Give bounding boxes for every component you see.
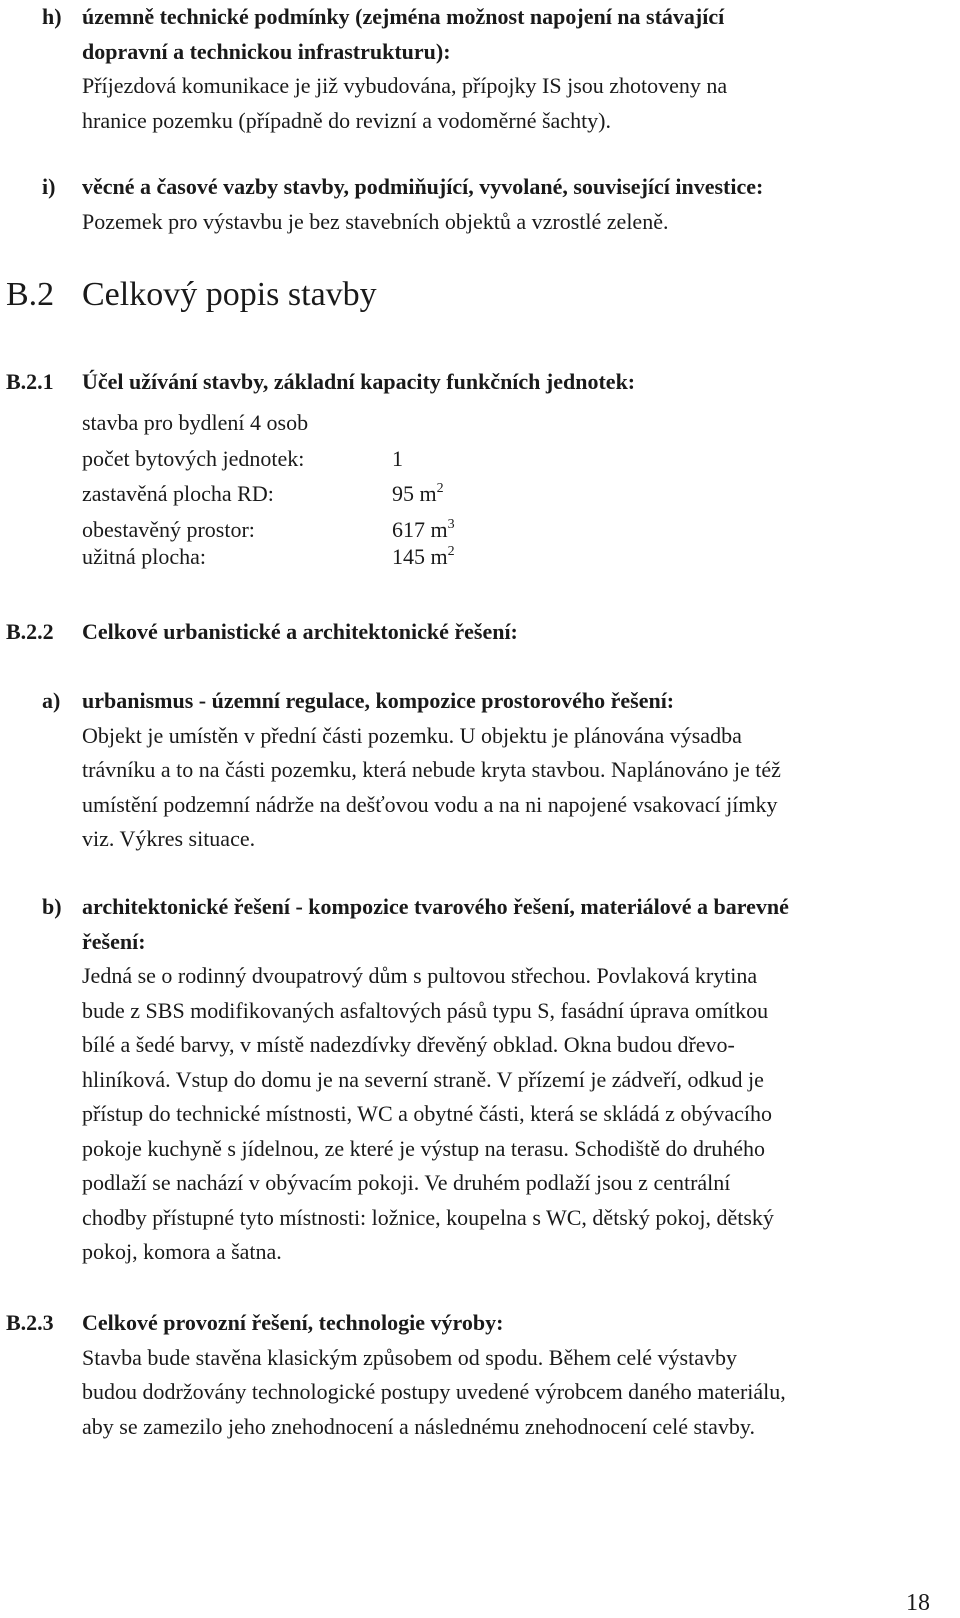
capacity-key: počet bytových jednotek: <box>82 445 305 471</box>
capacity-unit: m <box>430 544 448 569</box>
paragraph-line: trávníku a to na části pozemku, která nebude kryta stavbou. Naplánováno je též <box>82 757 781 782</box>
capacity-exponent: 2 <box>436 481 444 496</box>
paragraph-line: viz. Výkres situace. <box>82 826 256 851</box>
capacity-row <box>82 477 930 512</box>
section-heading-line: územně technické podmínky (zejména možnost napojení na stávající <box>82 4 725 29</box>
paragraph-line: Stavba bude stavěna klasickým způsobem od spodu. Během celé výstavby <box>82 1344 737 1370</box>
section-heading: Účel užívání stavby, základní kapacity funkčních jednotek: <box>82 369 636 394</box>
section-heading: Celkové provozní řešení, technologie výroby: <box>82 1310 504 1335</box>
paragraph-line: bílé a šedé barvy, v místě nadezdívky dřevěný obklad. Okna budou dřevo- <box>82 1032 735 1057</box>
page-number: 18 <box>906 1590 930 1616</box>
paragraph-line: přístup do technické místnosti, WC a obytné části, která se skládá z obývacího <box>82 1101 772 1126</box>
capacity-key: užitná plocha: <box>82 544 207 569</box>
paragraph-line: bude z SBS modifikovaných asfaltových pásů typu S, fasádní úprava omítkou <box>82 997 769 1023</box>
section-heading-line: architektonické řešení - kompozice tvarového řešení, materiálové a barevné <box>82 894 789 919</box>
chapter-number: B.2 <box>6 276 55 313</box>
capacity-value: 95 <box>392 481 414 506</box>
item-label: b) <box>42 894 62 919</box>
section-heading-line: dopravní a technickou infrastrukturu): <box>82 38 451 64</box>
capacity-row <box>82 442 930 477</box>
paragraph-line: hranice pozemku (případně do revizní a vodoměrné šachty). <box>82 107 612 133</box>
paragraph-line: hliníková. Vstup do domu je na severní straně. V přízemí je zádveří, odkud je <box>82 1066 764 1092</box>
paragraph-line: podlaží se nachází v obývacím pokoji. Ve druhém podlaží jsou z centrální <box>82 1170 731 1195</box>
paragraph-line: Jedná se o rodinný dvoupatrový dům s pultovou střechou. Povlaková krytina <box>82 963 758 988</box>
item-label: a) <box>42 688 61 713</box>
capacity-unit: m <box>419 481 437 506</box>
section-number: B.2.2 <box>6 619 54 644</box>
paragraph-line: aby se zamezilo jeho znehodnocení a následnému znehodnocení celé stavby. <box>82 1413 755 1439</box>
paragraph-line: pokoje kuchyně s jídelnou, ze které je výstup na terasu. Schodiště do druhého <box>82 1135 766 1161</box>
capacity-exponent: 2 <box>447 544 455 559</box>
item-label: h) <box>42 4 62 29</box>
capacity-intro: stavba pro bydlení 4 osob <box>82 410 309 435</box>
section-heading: věcné a časové vazby stavby, podmiňující, vyvolané, související investice: <box>82 174 764 199</box>
capacity-key: zastavěná plocha RD: <box>82 481 274 506</box>
chapter-title: Celkový popis stavby <box>82 276 377 313</box>
paragraph-line: Objekt je umístěn v přední části pozemku. U objektu je plánována výsadba <box>82 722 742 748</box>
section-number: B.2.3 <box>6 1310 54 1335</box>
paragraph-line: umístění podzemní nádrže na dešťovou vodu a na ni napojené vsakovací jímky <box>82 791 778 817</box>
capacity-value: 145 <box>392 544 425 569</box>
capacity-value: 1 <box>392 445 403 471</box>
paragraph-line: chodby přístupné tyto místnosti: ložnice, koupelna s WC, dětský pokoj, dětský <box>82 1204 774 1230</box>
paragraph-line: pokoj, komora a šatna. <box>82 1239 282 1264</box>
capacity-row <box>82 540 930 575</box>
capacity-exponent: 3 <box>447 516 455 532</box>
capacity-value: 617 <box>392 516 425 542</box>
section-heading: Celkové urbanistické a architektonické řešení: <box>82 619 518 644</box>
paragraph-line: budou dodržovány technologické postupy uvedené výrobcem daného materiálu, <box>82 1379 786 1404</box>
capacity-key: obestavěný prostor: <box>82 516 255 542</box>
section-heading-line: řešení: <box>82 928 146 954</box>
paragraph-line: Pozemek pro výstavbu je bez stavebních objektů a vzrostlé zeleně. <box>82 208 669 234</box>
capacity-unit: m <box>430 516 448 542</box>
paragraph-line: Příjezdová komunikace je již vybudována, přípojky IS jsou zhotoveny na <box>82 73 728 98</box>
section-heading: urbanismus - územní regulace, kompozice prostorového řešení: <box>82 688 675 713</box>
section-number: B.2.1 <box>6 369 54 394</box>
item-label: i) <box>42 174 56 199</box>
